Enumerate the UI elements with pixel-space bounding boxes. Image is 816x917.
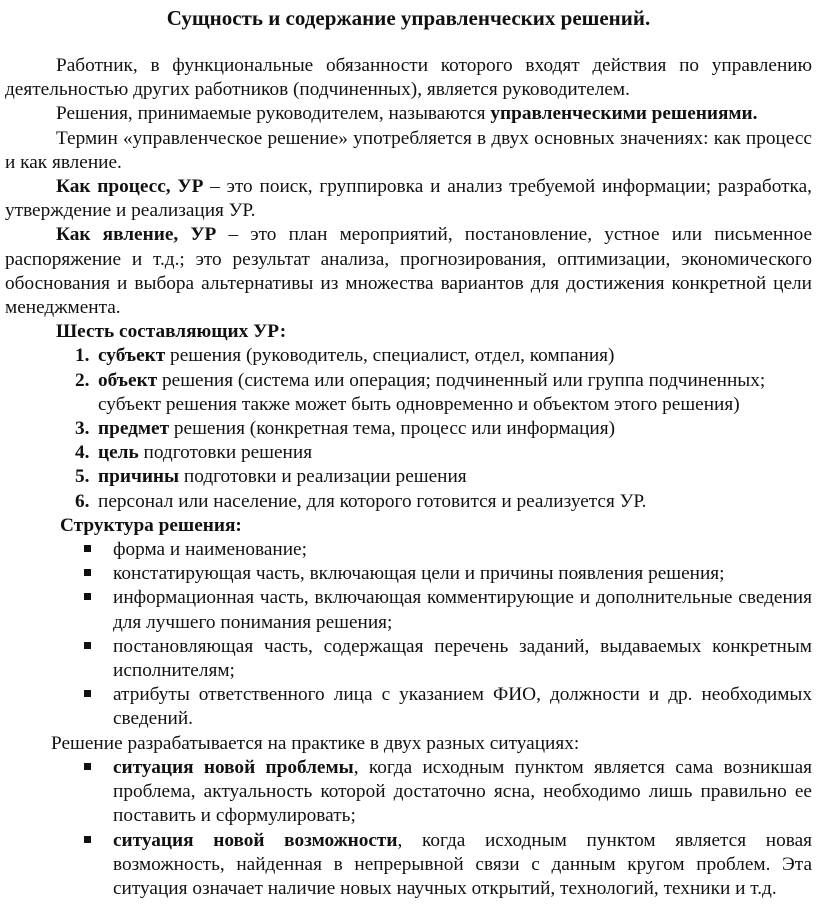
square-bullet-icon: [84, 690, 91, 697]
square-bullet-icon: [84, 593, 91, 600]
situations-list: [5, 756, 812, 901]
list-item: информационная часть, включающая комментирующие и дополнительные сведения для лучшего понимания решения;: [5, 586, 812, 634]
list-item: форма и наименование;: [5, 538, 812, 562]
structure-list: [5, 538, 812, 732]
list-item: 4. цель подготовки решения: [75, 442, 313, 464]
term-management-decisions: управленческими решениями.: [490, 103, 758, 125]
list-item: атрибуты ответственного лица с указанием ФИО, должности и др. необходимых сведений.: [5, 683, 812, 731]
square-bullet-icon: [84, 763, 91, 770]
list-item: ситуация новой проблемы, когда исходным пунктом является сама возникшая проблема, актуальность которой достаточно ясна, необходимо лишь правильно ее поставить и сформулировать;: [5, 756, 812, 829]
list-item: 6. персонал или население, для которого готовится и реализуется УР.: [75, 490, 647, 512]
components-heading: Шесть составляющих УР:: [56, 321, 287, 343]
intro-paragraph-process: Как процесс, УР – это поиск, группировка и анализ требуемой информации; разработка, утверждение и реализация УР.: [5, 176, 812, 222]
square-bullet-icon: [84, 642, 91, 649]
list-item: 5. причины подготовки и реализации решения: [75, 466, 467, 488]
square-bullet-icon: [84, 569, 91, 576]
intro-paragraph-manager: Работник, в функциональные обязанности которого входят действия по управлению деятельностью других работников (подчиненных), является руководителем.: [5, 55, 812, 101]
intro-paragraph-phenomenon: Как явление, УР – это план мероприятий, постановление, устное или письменное распоряжение и т.д.; это результат анализа, прогнозирования, оптимизации, экономического обоснования и выбора альтернативы из множества вариантов для достижения конкретной цели менеджмента.: [5, 224, 813, 319]
square-bullet-icon: [84, 836, 91, 843]
list-item: 1. субъект решения (руководитель, специалист, отдел, компания): [75, 345, 615, 367]
situations-intro: Решение разрабатывается на практике в двух разных ситуациях:: [51, 732, 580, 754]
intro-paragraph-term: Термин «управленческое решение» употребляется в двух основных значениях: как процесс и как явление.: [5, 127, 812, 173]
intro-paragraph-decisions: Решения, принимаемые руководителем, называются управленческими решениями.: [56, 103, 758, 125]
structure-heading: Структура решения:: [60, 514, 242, 536]
list-item: констатирующая часть, включающая цели и причины появления решения;: [5, 562, 812, 586]
square-bullet-icon: [84, 545, 91, 552]
list-item: 3. предмет решения (конкретная тема, процесс или информация): [75, 418, 616, 440]
list-item: постановляющая часть, содержащая перечень заданий, выдаваемых конкретным исполнителям;: [5, 635, 812, 683]
components-list: [5, 344, 812, 513]
page-title: Сущность и содержание управленческих решений.: [166, 6, 651, 30]
list-item: 2. объект решения (система или операция; подчиненный или группа подчиненных; субъект решения также может быть одновременно и объектом этого решения): [75, 369, 766, 415]
list-item: ситуация новой возможности, когда исходным пунктом является новая возможность, найденная в непрерывной связи с данным кругом проблем. Эта ситуация означает наличие новых научных открытий, технологий, техники и т.д.: [5, 829, 812, 902]
